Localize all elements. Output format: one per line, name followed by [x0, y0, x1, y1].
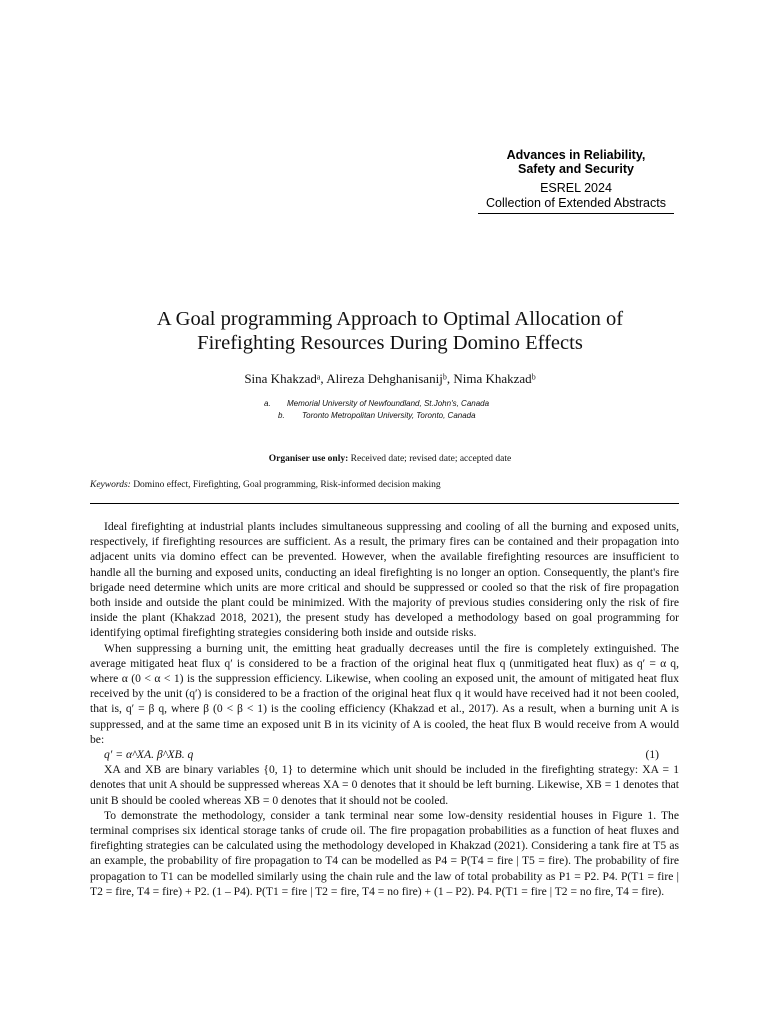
- series-divider: [478, 213, 674, 214]
- title-line1: A Goal programming Approach to Optimal Allocation of: [156, 308, 624, 330]
- affiliation-text: Toronto Metropolitan University, Toronto, Canada: [302, 411, 476, 420]
- equation-number: (1): [645, 748, 659, 762]
- paragraph-binary-variables: XA and XB are binary variables {0, 1} to determine which unit should be included in the firefighting strategy: XA = 1 denotes that unit A should be suppressed whereas XA = 0 denotes that it should be left burning. Likewise, XB = 1 denotes that unit B should be cooled whereas XB = 0 denotes that it should not be cooled.: [90, 763, 679, 807]
- affiliation-b: [0, 410, 768, 422]
- paragraph-heat-flux: When suppressing a burning unit, the emitting heat gradually decreases until the fire is completely extinguished. The average mitigated heat flux q′ is considered to be a fraction of the original heat flux q (unmitigated heat flux) as q′ = α q, where α (0 < α < 1) is the suppression efficiency. Likewise, when cooling an exposed unit, the amount of mitigated heat flux received by the unit (q′) is considered to be a fraction of the original heat flux q it would have received had it not been cooled, that is, q′ = β q, where β (0 < β < 1) is the cooling efficiency (Khakzad et al., 2017). As a result, when a burning unit A is suppressed, and at the same time an exposed unit B in its vicinity of A is cooled, the heat flux B would receive from A would be:: [90, 641, 679, 746]
- series-name-line1: Advances in Reliability,: [506, 148, 646, 162]
- organiser-text: Received date; revised date; accepted date: [348, 454, 512, 464]
- series-header: [478, 148, 674, 214]
- organiser-label: Organiser use only:: [268, 454, 349, 464]
- paper-title: [60, 307, 720, 355]
- paragraph-intro: Ideal firefighting at industrial plants includes simultaneous suppressing and cooling of all the burning and exposed units, respectively, if firefighting resources are sufficient. As a result, the primary fires can be contained and their propagation into adjacent units via domino effect can be prevented. However, when the available firefighting resources are insufficient to handle all the burning and exposed units, conducting an ideal firefighting is no longer an option. Consequently, the plant's fire brigade need determine which units are more critical and should be suppressed or cooled so that the risk of fire propagation both inside and outside the plant could be minimized. With the majority of previous studies considering only the risk of fire inside the plant (Khakzad 2018, 2021), the present study has developed a methodology based on goal programming for identifying optimal firefighting strategies considering both inside and outside risks.: [90, 520, 679, 640]
- affiliation-mark: a.: [264, 399, 271, 408]
- paragraph-demonstration: To demonstrate the methodology, consider a tank terminal near some low-density residential houses in Figure 1. The terminal comprises six identical storage tanks of crude oil. The fire propagation probabilities as a function of heat fluxes and firefighting strategies can be calculated using the methodology developed in Khakzad (2021). Considering a tank fire at T5 as an example, the probability of fire propagation to T4 can be modelled as P4 = P(T4 = fire | T5 = fire). The probability of fire propagation to T1 can be modelled similarly using the chain rule and the law of total probability as P1 = P2. P4. P(T1 = fire | T2 = fire, T4 = fire) + P2. (1 – P4). P(T1 = fire | T2 = fire, T4 = no fire) + (1 – P2). P4. P(T1 = fire | T2 = no fire, T4 = fire).: [90, 808, 679, 898]
- series-name: [478, 148, 674, 176]
- author-list: Sina Khakzadᵃ, Alireza Dehghanisanijᵇ, Nima Khakzadᵇ: [244, 371, 536, 386]
- keywords-text: Domino effect, Firefighting, Goal programming, Risk-informed decision making: [130, 480, 441, 490]
- series-name-line2: Safety and Security: [517, 162, 634, 176]
- conference-name: ESREL 2024: [540, 181, 612, 195]
- organiser-note: [60, 454, 720, 464]
- title-line2: Firefighting Resources During Domino Effects: [197, 332, 583, 354]
- keywords: [90, 480, 441, 490]
- affiliations: [0, 398, 768, 422]
- affiliation-a: [0, 398, 768, 410]
- section-divider: [90, 503, 679, 504]
- affiliation-mark: b.: [278, 411, 285, 420]
- affiliation-text: Memorial University of Newfoundland, St.John's, Canada: [287, 399, 490, 408]
- equation-text: q′ = α^XA. β^XB. q: [104, 748, 194, 762]
- collection-name: Collection of Extended Abstracts: [486, 196, 666, 210]
- body-text: [90, 519, 679, 899]
- equation-1: [90, 747, 679, 762]
- keywords-label: Keywords:: [90, 480, 131, 490]
